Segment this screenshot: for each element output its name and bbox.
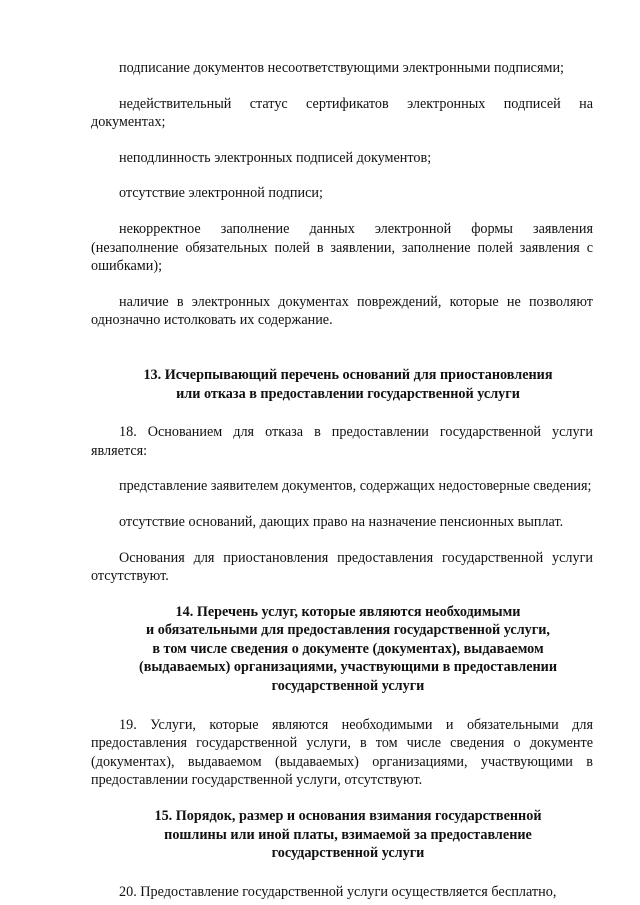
heading-line: в том числе сведения о документе (документах), выдаваемом: [152, 640, 544, 657]
heading-line: или отказа в предоставлении государственной услуги: [176, 385, 520, 402]
list-item: недействительный статус сертификатов электронных подписей на документах;: [91, 95, 593, 131]
list-item: неподлинность электронных подписей документов;: [119, 149, 432, 166]
paragraph-20: 20. Предоставление государственной услуги осуществляется бесплатно,: [119, 883, 557, 900]
section-13-heading: [91, 366, 593, 403]
list-item: отсутствие оснований, дающих право на назначение пенсионных выплат.: [119, 513, 564, 530]
heading-line: (выдаваемых) организациями, участвующими в предоставлении: [138, 659, 558, 676]
heading-line: 15. Порядок, размер и основания взимания государственной: [154, 808, 542, 825]
section-14-heading: [91, 603, 593, 696]
heading-line: пошлины или иной платы, взимаемой за предоставление: [164, 826, 532, 843]
list-item: некорректное заполнение данных электронной формы заявления (незаполнение обязательных полей в заявлении, заполнение полей заявления с ошибками);: [91, 220, 593, 275]
list-item: наличие в электронных документах повреждений, которые не позволяют однозначно истолковать их содержание.: [91, 293, 593, 329]
section-15-heading: [91, 807, 593, 863]
paragraph: Основания для приостановления предоставления государственной услуги отсутствуют.: [91, 549, 593, 585]
paragraph-18: 18. Основанием для отказа в предоставлении государственной услуги является:: [91, 424, 593, 459]
heading-line: 13. Исчерпывающий перечень оснований для приостановления: [143, 366, 553, 383]
heading-line: и обязательными для предоставления государственной услуги,: [146, 622, 550, 639]
paragraph-19: 19. Услуги, которые являются необходимыми и обязательными для предоставления государственной услуги, в том числе сведения о документе (документах), выдаваемом (выдаваемых) организациями, участвующими в предоставлении государственной услуги, отсутствуют.: [91, 716, 593, 789]
heading-line: государственной услуги: [271, 678, 425, 695]
list-item: отсутствие электронной подписи;: [119, 185, 323, 202]
heading-line: государственной услуги: [271, 845, 425, 862]
list-item: подписание документов несоответствующими электронными подписями;: [119, 60, 564, 76]
heading-line: 14. Перечень услуг, которые являются необходимыми: [175, 603, 521, 620]
list-item: представление заявителем документов, содержащих недостоверные сведения;: [119, 478, 592, 495]
